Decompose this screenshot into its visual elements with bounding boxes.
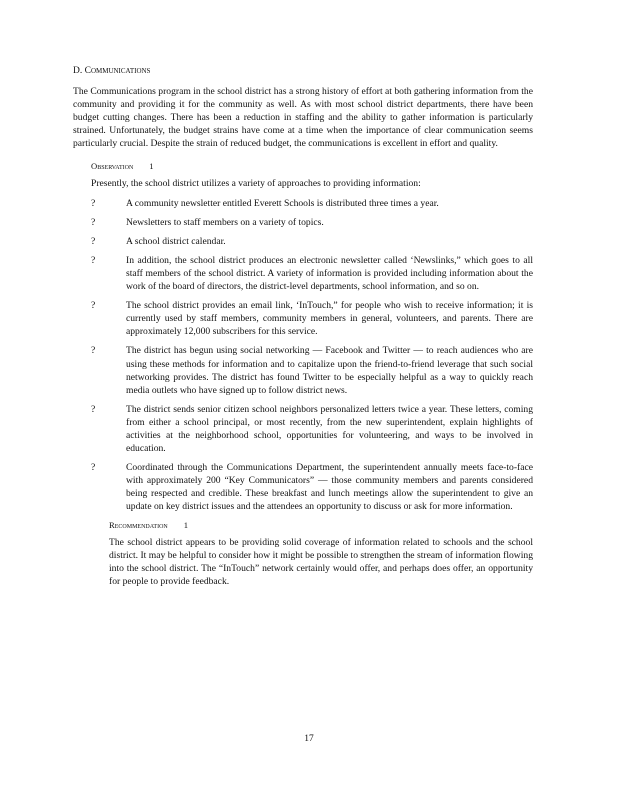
list-item [91,461,533,513]
list-item-text: A community newsletter entitled Everett Schools is distributed three times a year. [126,197,439,209]
list-item [91,254,533,293]
observation-label: Observation [91,161,134,172]
list-item [91,344,533,396]
list-item [91,235,533,248]
bullet-icon: ? [91,216,96,228]
observation-heading [91,161,533,171]
recommendation-text: The school district appears to be providing solid coverage of information related to schools and the school district. It may be helpful to consider how it might be possible to strengthen the stream of information flowing into the school district. The “InTouch” network certainly would offer, and perhaps does offer, an opportunity for people to provide feedback. [109,536,533,587]
bullet-icon: ? [91,254,96,266]
intro-paragraph: The Communications program in the school district has a strong history of effort at both gathering information from the community and providing it for the community as well. As with most school district departments, there have been budget cutting changes. There has been a reduction in staffing and the ability to gather information is particularly strained. Unfortunately, the budget strains have come at a time when the importance of clear communication seems particularly crucial. Despite the strain of reduced budget, the communications is excellent in effort and quality. [73,86,533,150]
list-item [91,216,533,229]
list-item-text: Coordinated through the Communications Department, the superintendent annually meets face-to-face with approximately 200 “Key Communicators” — those community members and parents considered being respected and credible. These breakfast and lunch meetings allow the superintendent to give an update on key district issues and the attendees an opportunity to discuss or ask for more information. [126,462,533,513]
section-heading: D. Communications [73,66,151,76]
observation-block [91,161,533,513]
page-content [73,66,533,588]
list-item-text: In addition, the school district produces an electronic newsletter called ‘Newslinks,” which goes to all staff members of the school district. A variety of information is provided including information about the work of the board of directors, the district-level departments, school information, and so on. [126,254,533,293]
recommendation-block [109,520,533,588]
recommendation-heading [109,520,533,530]
bullet-icon: ? [91,197,96,209]
observation-list [91,197,533,514]
list-item-text: The school district provides an email link, ‘InTouch,” for people who wish to receive information; it is currently used by staff members, community members in general, volunteers, and parents. There are approximately 12,000 subscribers for this service. [126,300,533,338]
bullet-icon: ? [91,300,96,312]
list-item-text: The district sends senior citizen school neighbors personalized letters twice a year. These letters, coming from either a school principal, or most recently, from the new superintendent, explain highlights of activities at the neighborhood school, opportunities for volunteering, and ways to be involved in education. [126,403,533,455]
list-item-text: The district has begun using social networking — Facebook and Twitter — to reach audiences who are using these methods for information and to capitalize upon the friend-to-friend leverage that such social networking provides. The district has found Twitter to be especially helpful as a way to quickly reach media outlets who have signed up to follow district news. [126,345,533,396]
observation-number: 1 [149,161,154,172]
list-item [91,403,533,455]
bullet-icon: ? [91,462,96,474]
recommendation-label: Recommendation [109,519,168,530]
list-item-text: A school district calendar. [126,235,226,247]
list-item [91,197,533,210]
observation-intro: Presently, the school district utilizes a variety of approaches to providing information: [91,178,421,190]
bullet-icon: ? [91,403,96,415]
bullet-icon: ? [91,235,96,247]
page-number: 17 [304,734,314,744]
list-item [91,299,533,338]
list-item-text: Newsletters to staff members on a variety of topics. [126,216,324,228]
recommendation-number: 1 [183,519,189,530]
bullet-icon: ? [91,345,96,357]
